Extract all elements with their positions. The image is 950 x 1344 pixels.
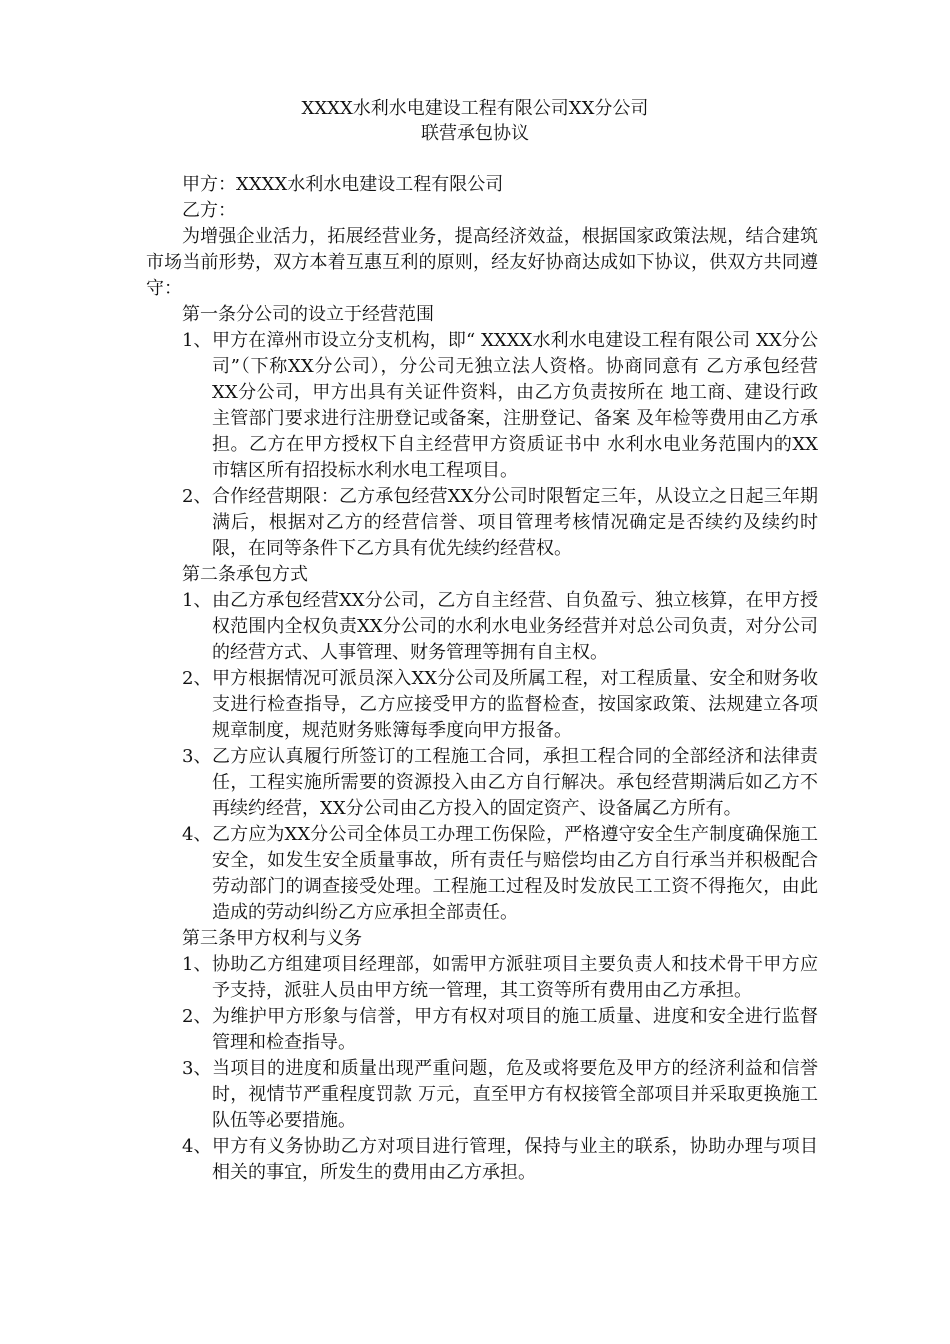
intro-paragraph: 为增强企业活力，拓展经营业务，提高经济效益，根据国家政策法规，结合建筑市场当前形势，双方本着互惠互利的原则，经友好协商达成如下协议，供双方共同遵守：: [146, 226, 818, 299]
document-body: [146, 172, 818, 1186]
item-text: 甲方有义务协助乙方对项目进行管理，保持与业主的联系，协助办理与项目相关的事宜，所发生的费用由乙方承担。: [212, 1136, 818, 1183]
item-text: 为维护甲方形象与信誉，甲方有权对项目的施工质量、进度和安全进行监督管理和检查指导。: [212, 1006, 818, 1053]
title-line-company: XXXX水利水电建设工程有限公司XX分公司: [301, 98, 649, 119]
item-number: 4、: [182, 824, 212, 845]
item-text: 当项目的进度和质量出现严重问题，危及或将要危及甲方的经济利益和信誉时，视情节严重程度罚款 万元，直至甲方有权接管全部项目并采取更换施工队伍等必要措施。: [212, 1058, 818, 1131]
list-item: [146, 484, 818, 562]
party-b: 乙方：: [182, 200, 236, 221]
section-heading: 第三条甲方权利与义务: [182, 928, 362, 949]
list-item: [146, 822, 818, 926]
list-item: [146, 588, 818, 666]
item-text: 由乙方承包经营XX分公司，乙方自主经营、自负盈亏、独立核算，在甲方授权范围内全权负责XX分公司的水利水电业务经营并对总公司负责，对分公司的经营方式、人事管理、财务管理等拥有自主权。: [212, 590, 818, 663]
item-text: 乙方应为XX分公司全体员工办理工伤保险，严格遵守安全生产制度确保施工安全，如发生安全质量事故，所有责任与赔偿均由乙方自行承当并积极配合劳动部门的调查接受处理。工程施工过程及时发放民工工资不得拖欠，由此造成的劳动纠纷乙方应承担全部责任。: [212, 824, 818, 923]
section-heading: 第二条承包方式: [182, 564, 308, 585]
item-text: 甲方在漳州市设立分支机构，即“ XXXX水利水电建设工程有限公司 XX分公司”（下称XX分公司），分公司无独立法人资格。协商同意有 乙方承包经营XX分公司，甲方出具有关证件资料，由乙方负责按所在 地工商、建设行政主管部门要求进行注册登记或备案，注册登记、备案 及年检等费用由乙方承担。乙方在甲方授权下自主经营甲方资质证书中 水利水电业务范围内的XX市辖区所有招投标水利水电工程项目。: [212, 330, 818, 481]
list-item: [146, 744, 818, 822]
list-item: [146, 1004, 818, 1056]
party-a: 甲方：XXXX水利水电建设工程有限公司: [182, 174, 504, 195]
item-number: 2、: [182, 1006, 212, 1027]
item-number: 3、: [182, 746, 212, 767]
list-item: [146, 952, 818, 1004]
list-item: [146, 328, 818, 484]
item-text: 乙方应认真履行所签订的工程施工合同，承担工程合同的全部经济和法律责任，工程实施所需要的资源投入由乙方自行解决。承包经营期满后如乙方不再续约经营，XX分公司由乙方投入的固定资产、设备属乙方所有。: [212, 746, 818, 819]
title-line-agreement: 联营承包协议: [421, 123, 529, 144]
list-item: [146, 666, 818, 744]
item-number: 4、: [182, 1136, 212, 1157]
item-text: 甲方根据情况可派员深入XX分公司及所属工程，对工程质量、安全和财务收支进行检查指导，乙方应接受甲方的监督检查，按国家政策、法规建立各项规章制度，规范财务账簿每季度向甲方报备。: [212, 668, 818, 741]
list-item: [146, 1056, 818, 1134]
item-number: 1、: [182, 330, 212, 351]
list-item: [146, 1134, 818, 1186]
item-number: 1、: [182, 590, 212, 611]
item-number: 2、: [182, 668, 212, 689]
item-text: 协助乙方组建项目经理部，如需甲方派驻项目主要负责人和技术骨干甲方应予支持，派驻人员由甲方统一管理，其工资等所有费用由乙方承担。: [212, 954, 818, 1001]
item-number: 2、: [182, 486, 212, 507]
item-number: 1、: [182, 954, 212, 975]
item-text: 合作经营期限：乙方承包经营XX分公司时限暂定三年，从设立之日起三年期满后，根据对乙方的经营信誉、项目管理考核情况确定是否续约及续约时限，在同等条件下乙方具有优先续约经营权。: [212, 486, 818, 559]
document-title: [0, 96, 950, 146]
item-number: 3、: [182, 1058, 212, 1079]
section-heading: 第一条分公司的设立于经营范围: [182, 304, 434, 325]
